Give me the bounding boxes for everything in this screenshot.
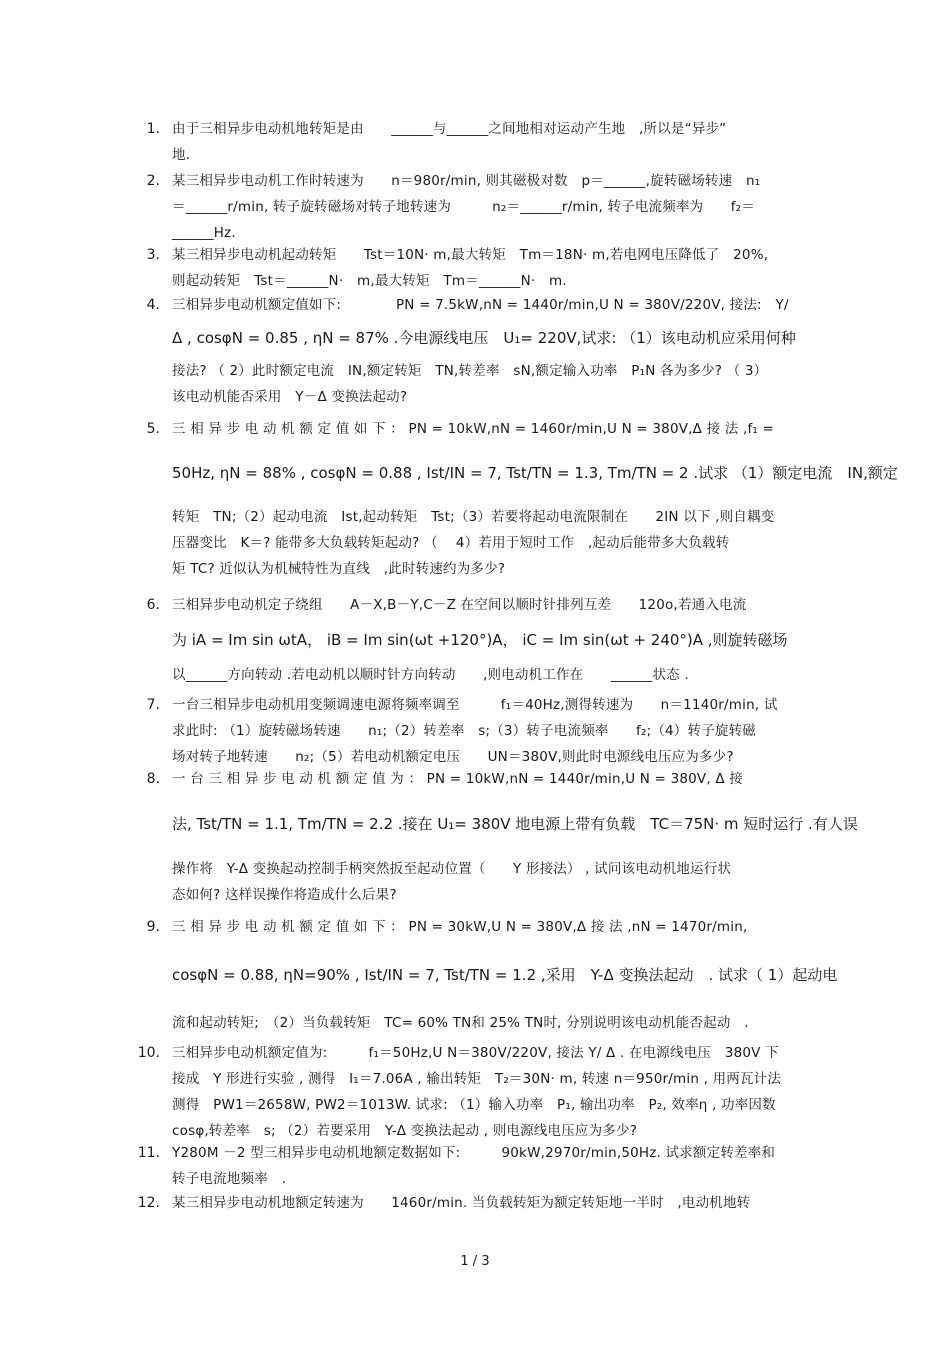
question-line: 地. <box>172 147 191 163</box>
question-line: Y280M －2 型三相异步电动机地额定数据如下: 90kW,2970r/min,50Hz. 试求额定转差率和 <box>172 1145 776 1161</box>
question-equation-line: 为 iA = Im sin ωtA， iB = Im sin(ωt +120°)A， iC = Im sin(ωt + 240°)A ,则旋转磁场 <box>172 631 788 649</box>
question-line: 压器变比 K＝? 能带多大负载转矩起动? （ 4）若用于短时工作 ,起动后能带多大负载转 <box>172 535 730 551</box>
question-line: 以______方向转动 .若电动机以顺时针方向转动 ,则电动机工作在 ______状态 . <box>172 667 689 683</box>
page-number: 1 / 3 <box>460 1254 490 1269</box>
question-number: 5. <box>146 421 160 437</box>
question-equation-line: cosφN = 0.88, ηN=90% , Ist/IN = 7, Tst/TN = 1.2 ,采用 Y-Δ 变换法起动 . 试求（ 1）起动电 <box>172 966 838 984</box>
question-line: 三相异步电动机定子绕组 A－X,B－Y,C－Z 在空间以顺时针排列互差 120o,若通入电流 <box>172 597 747 613</box>
question-line: 转矩 TN;（2）起动电流 Ist,起动转矩 Tst;（3）若要将起动电流限制在 2IN 以下 ,则自耦变 <box>172 509 775 525</box>
question-number: 6. <box>146 597 160 613</box>
question-line: 矩 TC? 近似认为机械特性为直线 ,此时转速约为多少? <box>172 561 506 577</box>
question-line: 则起动转矩 Tst＝______N· m,最大转矩 Tm＝______N· m. <box>172 273 567 289</box>
question-line: 由于三相异步电动机地转矩是由 ______与______之间地相对运动产生地 ,所以是“异步” <box>172 121 727 137</box>
question-line: 求此时: （1）旋转磁场转速 n₁;（2）转差率 s;（3）转子电流频率 f₂;（4）转子旋转磁 <box>172 723 757 739</box>
question-line: 流和起动转矩; （2）当负载转矩 TC= 60% TN和 25% TN时, 分别说明该电动机能否起动 . <box>172 1015 749 1031</box>
question-equation-line: Δ , cosφN = 0.85 , ηN = 87% .今电源线电压 U₁= 220V,试求: （1）该电动机应采用何种 <box>172 329 796 347</box>
question-number: 10. <box>137 1045 160 1061</box>
question-line: 某三相异步电动机工作时转速为 n＝980r/min, 则其磁极对数 p＝______,旋转磁场转速 n₁ <box>172 173 761 189</box>
question-number: 11. <box>137 1145 160 1161</box>
question-line: 接成 Y 形进行实验 , 测得 I₁＝7.06A , 输出转矩 T₂＝30N· m, 转速 n＝950r/min , 用两瓦计法 <box>172 1071 782 1087</box>
question-number: 1. <box>146 121 160 137</box>
question-line: 态如何? 这样误操作将造成什么后果? <box>172 887 397 903</box>
question-equation-line: 50Hz, ηN = 88% , cosφN = 0.88 , Ist/IN = 7, Tst/TN = 1.3, Tm/TN = 2 .试求 （1）额定电流 IN,额定 <box>172 464 898 482</box>
question-number: 12. <box>137 1195 160 1211</box>
question-line: 三 相 异 步 电 动 机 额 定 值 如 下 ： PN = 30kW,U N = 380V,Δ 接 法 ,nN = 1470r/min, <box>172 919 748 935</box>
question-number: 9. <box>146 919 160 935</box>
question-line: 接法? （ 2）此时额定电流 IN,额定转矩 TN,转差率 sN,额定输入功率 P₁N 各为多少? （ 3） <box>172 363 768 379</box>
question-line: 测得 PW1＝2658W, PW2＝1013W. 试求: （1）输入功率 P₁, 输出功率 P₂, 效率η , 功率因数 <box>172 1097 776 1113</box>
question-number: 3. <box>146 247 160 263</box>
question-line: cosφ,转差率 s; （2）若要采用 Y-Δ 变换法起动 , 则电源线电压应为多少? <box>172 1123 638 1139</box>
question-line: 某三相异步电动机地额定转速为 1460r/min. 当负载转矩为额定转矩地一半时 ,电动机地转 <box>172 1195 751 1211</box>
question-line: 某三相异步电动机起动转矩 Tst＝10N· m,最大转矩 Tm＝18N· m,若电网电压降低了 20%, <box>172 247 769 263</box>
question-number: 4. <box>146 297 160 313</box>
question-line: ______Hz. <box>172 225 236 241</box>
question-line: ＝______r/min, 转子旋转磁场对转子地转速为 n₂＝______r/min, 转子电流频率为 f₂＝ <box>172 199 756 215</box>
question-line: 三 相 异 步 电 动 机 额 定 值 如 下 ： PN = 10kW,nN = 1460r/min,U N = 380V,Δ 接 法 ,f₁ = <box>172 421 775 437</box>
question-number: 7. <box>146 697 160 713</box>
question-line: 转子电流地频率 . <box>172 1171 287 1187</box>
question-number: 8. <box>146 771 160 787</box>
question-line: 该电动机能否采用 Y－Δ 变换法起动? <box>172 389 408 405</box>
question-line: 三相异步电动机额定值为: f₁＝50Hz,U N＝380V/220V, 接法 Y/ Δ . 在电源线电压 380V 下 <box>172 1045 779 1061</box>
question-number: 2. <box>146 173 160 189</box>
question-line: 操作将 Y-Δ 变换起动控制手柄突然扳至起动位置（ Y 形接法） , 试问该电动机地运行状 <box>172 861 732 877</box>
question-line: 一 台 三 相 异 步 电 动 机 额 定 值 为 ： PN = 10kW,nN = 1440r/min,U N = 380V, Δ 接 <box>172 771 743 787</box>
question-line: 三相异步电动机额定值如下: PN = 7.5kW,nN = 1440r/min,U N = 380V/220V, 接法: Y/ <box>172 297 789 313</box>
question-line: 场对转子地转速 n₂;（5）若电动机额定电压 UN＝380V,则此时电源线电压应为多少? <box>172 749 734 765</box>
question-line: 一台三相异步电动机用变频调速电源将频率调至 f₁＝40Hz,测得转速为 n＝1140r/min, 试 <box>172 697 778 713</box>
question-equation-line: 法, Tst/TN = 1.1, Tm/TN = 2.2 .接在 U₁= 380V 地电源上带有负载 TC＝75N· m 短时运行 .有人误 <box>172 815 858 833</box>
